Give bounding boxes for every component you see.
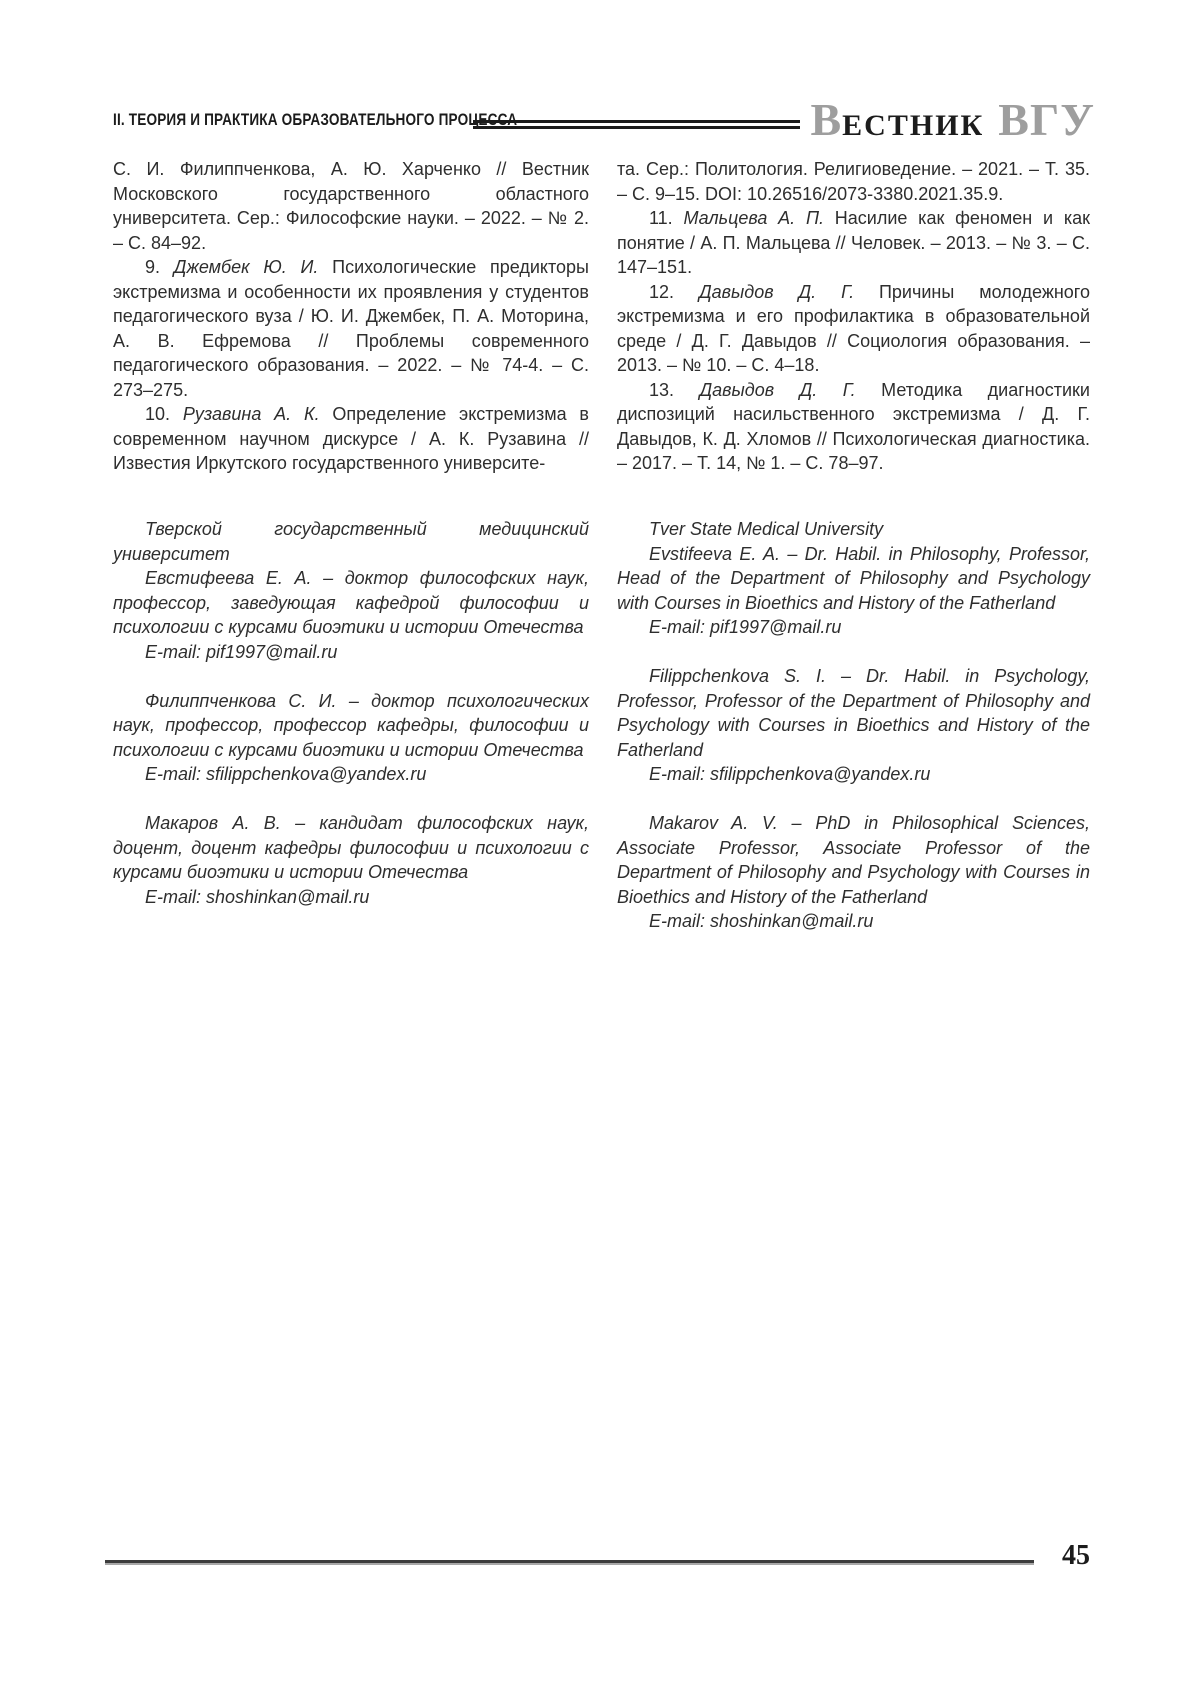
section-label-box <box>113 110 518 130</box>
author-bio: Evstifeeva E. A. – Dr. Habil. in Philosophy, Professor, Head of the Department of Philosophy and Psychology with Courses in Bioethics and History of the Fatherland <box>617 543 1090 613</box>
reference-text: Определение экстремизма в современном научном дискурсе / А. К. Рузавина // Известия Иркутского государственного университе- <box>113 404 589 473</box>
reference-item-10 <box>113 402 589 476</box>
authors-english <box>617 517 1090 934</box>
author-block-filippchenkova-ru <box>113 689 589 787</box>
reference-number: 9. <box>145 257 161 277</box>
author-block-makarov-en <box>617 811 1090 934</box>
references-left <box>113 157 589 517</box>
author-affiliation: Тверской государственный медицинский университет <box>113 519 589 564</box>
reference-item-9 <box>113 255 589 402</box>
footer-rule <box>105 1560 1034 1565</box>
author-block-filippchenkova-en <box>617 664 1090 787</box>
reference-item-11 <box>617 206 1090 280</box>
reference-number: 12. <box>649 281 675 302</box>
author-bio: Евстифеева Е. А. – доктор философских наук, профессор, заведующая кафедрой философии и психологии с курсами биоэтики и истории Отечества <box>113 568 589 637</box>
reference-authors: Джембек Ю. И. <box>173 257 319 277</box>
reference-continuation: С. И. Филиппченкова, А. Ю. Харченко // Вестник Московского государственного областного университета. Сер.: Философские науки. – 2022. – № 2. – С. 84–92. <box>113 159 589 253</box>
reference-text: Причины молодежного экстремизма и его профилактика в образовательной среде / Д. Г. Давыдов // Социология образования. – 2013. – № 10. – С. 4–18. <box>617 281 1090 375</box>
reference-text: Методика диагностики диспозиций насильственного экстремизма / Д. Г. Давыдов, К. Д. Хломов // Психологическая диагностика. – 2017. – Т. 14, № 1. – С. 78–97. <box>617 379 1090 473</box>
header-double-rule <box>473 120 800 129</box>
reference-number: 11. <box>649 208 673 228</box>
author-email: E-mail: sfilippchenkova@yandex.ru <box>649 764 931 784</box>
reference-number: 10. <box>145 404 171 424</box>
right-column <box>617 157 1090 934</box>
author-email: E-mail: pif1997@mail.ru <box>145 641 338 662</box>
author-email: E-mail: sfilippchenkova@yandex.ru <box>145 764 427 784</box>
journal-logo <box>810 94 1095 145</box>
author-block-evstifeeva-ru <box>113 517 589 664</box>
page-content <box>113 157 1090 934</box>
reference-item-13 <box>617 378 1090 476</box>
author-email: E-mail: shoshinkan@mail.ru <box>145 886 370 907</box>
author-block-evstifeeva-en <box>617 517 1090 640</box>
logo-name-rest: ЕСТНИК <box>842 109 985 142</box>
logo-initial: В <box>810 94 843 145</box>
reference-number: 13. <box>649 379 675 400</box>
page-number: 45 <box>1062 1540 1090 1571</box>
left-column <box>113 157 589 934</box>
author-bio: Филиппченкова С. И. – доктор психологических наук, профессор, профессор кафедры, философии и психологии с курсами биоэтики и истории Отечества <box>113 690 589 760</box>
reference-authors: Мальцева А. П. <box>683 208 824 228</box>
author-affiliation: Tver State Medical University <box>649 519 884 539</box>
page-header <box>113 94 1095 145</box>
reference-continuation: та. Сер.: Политология. Религиоведение. – 2021. – Т. 35. – С. 9–15. DOI: 10.26516/2073-3380.2021.35.9. <box>617 159 1090 204</box>
authors-russian <box>113 517 589 909</box>
reference-text: Психологические предикторы экстремизма и особенности их проявления у студентов педагогического вуза / Ю. И. Джембек, П. А. Моторина, А. В. Ефремова // Проблемы современного педагогического образования. – 2022. – № 74-4. – С. 273–275. <box>113 257 589 400</box>
author-block-makarov-ru <box>113 811 589 909</box>
author-email: E-mail: pif1997@mail.ru <box>649 617 842 637</box>
references-right <box>617 157 1090 517</box>
author-bio: Makarov A. V. – PhD in Philosophical Sciences, Associate Professor, Associate Professor of the Department of Philosophy and Psychology with Courses in Bioethics and History of the Fatherland <box>617 813 1090 907</box>
reference-authors: Рузавина А. К. <box>182 404 320 424</box>
reference-authors: Давыдов Д. Г. <box>698 281 855 302</box>
author-email: E-mail: shoshinkan@mail.ru <box>649 911 874 931</box>
reference-item-12 <box>617 280 1090 378</box>
author-bio: Filippchenkova S. I. – Dr. Habil. in Psychology, Professor, Professor of the Department of Philosophy and Psychology with Courses in Bioethics and History of the Fatherland <box>617 666 1090 760</box>
author-bio: Макаров А. В. – кандидат философских наук, доцент, доцент кафедры философии и психологии с курсами биоэтики и истории Отечества <box>113 813 589 882</box>
reference-authors: Давыдов Д. Г. <box>699 379 856 400</box>
logo-abbr: ВГУ <box>998 94 1095 145</box>
section-title: II. ТЕОРИЯ И ПРАКТИКА ОБРАЗОВАТЕЛЬНОГО ПРОЦЕССА <box>113 110 518 129</box>
reference-text: Насилие как феномен и как понятие / А. П. Мальцева // Человек. – 2013. – № 3. – С. 147–151. <box>617 208 1090 277</box>
